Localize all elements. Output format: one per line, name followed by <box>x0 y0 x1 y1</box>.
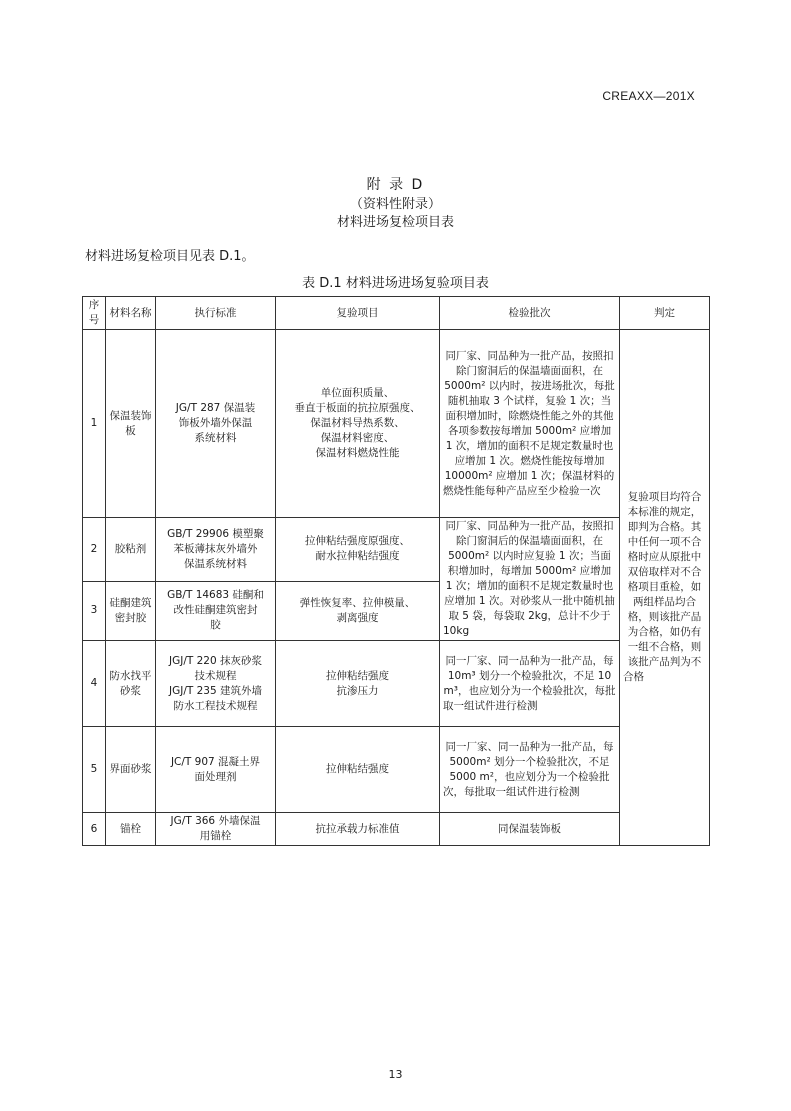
row-material: 防水找平砂浆 <box>106 641 156 727</box>
header-no: 序号 <box>83 297 106 330</box>
table-row <box>83 518 710 582</box>
row-no: 1 <box>83 330 106 518</box>
header-judgement: 判定 <box>620 297 710 330</box>
item-line: 抗拉承载力标准值 <box>315 822 400 835</box>
standard-line: GB/T 14683 硅酮和 <box>167 589 264 602</box>
standard-line: 面处理剂 <box>194 770 237 783</box>
row-material: 胶粘剂 <box>106 518 156 582</box>
item-line: 保温材料导热系数、 <box>310 417 405 429</box>
standard-line: 改性硅酮建筑密封 <box>173 604 258 617</box>
item-line: 保温材料燃烧性能 <box>315 447 400 459</box>
row-batch: 同一厂家、同一品种为一批产品，每 10m³ 划分一个检验批次，不足 10 m³，也应划分为一个检验批次，每批取一组试件进行检测 <box>440 641 620 727</box>
row-standard <box>156 581 276 640</box>
row-items <box>276 813 440 846</box>
row-items <box>276 727 440 813</box>
standard-line: JG/T 287 保温装 <box>175 402 256 414</box>
item-line: 垂直于板面的抗拉原强度、 <box>294 402 421 414</box>
table-row <box>83 813 710 846</box>
standard-line: JGJ/T 220 抹灰砂浆 <box>169 654 262 667</box>
row-material: 锚栓 <box>106 813 156 846</box>
item-line: 拉伸粘结强度 <box>326 763 389 775</box>
standard-line: 胶 <box>210 619 221 632</box>
item-line: 耐水拉伸粘结强度 <box>315 550 400 563</box>
row-batch: 同保温装饰板 <box>440 813 620 846</box>
page-number: 13 <box>388 1068 403 1081</box>
header-material: 材料名称 <box>106 297 156 330</box>
standard-line: 用锚栓 <box>199 830 232 842</box>
row-standard <box>156 641 276 727</box>
table-row <box>83 727 710 813</box>
standard-line: 保温系统材料 <box>184 557 247 570</box>
row-standard <box>156 518 276 582</box>
row-items <box>276 330 440 518</box>
table-header-row <box>83 297 710 330</box>
row-items <box>276 518 440 582</box>
header-batch: 检验批次 <box>440 297 620 330</box>
row-material: 保温装饰板 <box>106 330 156 518</box>
item-line: 保温材料密度、 <box>320 432 395 444</box>
header-items: 复验项目 <box>276 297 440 330</box>
row-batch: 同一厂家、同一品种为一批产品，每 5000m² 划分一个检验批次，不足 5000 m²，也应划分为一个检验批次，每批取一组试件进行检测 <box>440 727 620 813</box>
item-line: 拉伸粘结强度原强度、 <box>305 535 410 548</box>
standard-line: JC/T 907 混凝土界 <box>170 755 261 768</box>
intro-paragraph: 材料进场复检项目见表 D.1。 <box>85 249 255 264</box>
item-line: 单位面积质量、 <box>320 387 395 399</box>
standard-line: 苯板薄抹灰外墙外 <box>173 542 258 555</box>
row-no: 5 <box>83 727 106 813</box>
row-standard <box>156 727 276 813</box>
row-batch: 同厂家、同品种为一批产品，按照扣除门窗洞后的保温墙面面积，在 5000m² 以内时应复验 1 次；当面积增加时，每增加 5000m² 应增加 1 次；增加的面积不足规定数量时也应增加 1 次。对砂浆从一批中随机抽取 5 袋，每袋取 2kg，总计不少于 10kg <box>440 518 620 641</box>
standard-line: JG/T 366 外墙保温 <box>170 815 261 827</box>
row-no: 6 <box>83 813 106 846</box>
inspection-table <box>82 296 710 846</box>
row-items <box>276 581 440 640</box>
row-no: 2 <box>83 518 106 582</box>
item-line: 剥离强度 <box>336 611 379 624</box>
standard-line: 防水工程技术规程 <box>173 699 258 712</box>
standard-line: 饰板外墙外保温 <box>178 417 253 429</box>
standard-line: JGJ/T 235 建筑外墙 <box>169 684 262 697</box>
appendix-title: 附 录 D <box>366 177 425 193</box>
item-line: 弹性恢复率、拉伸模量、 <box>299 596 416 609</box>
item-line: 拉伸粘结强度 <box>326 669 389 682</box>
table-row <box>83 641 710 727</box>
standard-line: 系统材料 <box>194 432 237 444</box>
table-row <box>83 330 710 518</box>
header-standard: 执行标准 <box>156 297 276 330</box>
row-standard <box>156 813 276 846</box>
row-standard <box>156 330 276 518</box>
table-caption: 表 D.1 材料进场进场复验项目表 <box>302 276 489 291</box>
judgement-cell: 复验项目均符合本标准的规定，即判为合格。其中任何一项不合格时应从原批中双倍取样对不合格项目重检，如两组样品均合格，则该批产品为合格，如仍有一组不合格，则该批产品判为不合格 <box>620 330 710 846</box>
row-no: 4 <box>83 641 106 727</box>
row-material: 硅酮建筑密封胶 <box>106 581 156 640</box>
row-items <box>276 641 440 727</box>
item-line: 抗渗压力 <box>336 684 379 697</box>
row-material: 界面砂浆 <box>106 727 156 813</box>
document-code: CREAXX—201X <box>602 89 695 103</box>
appendix-name: 材料进场复检项目表 <box>336 215 454 230</box>
row-batch: 同厂家、同品种为一批产品，按照扣除门窗洞后的保温墙面面积，在 5000m² 以内时，按进场批次，每批随机抽取 3 个试样，复验 1 次；当面积增加时，除燃烧性能之外的其他各项参数按每增加 5000m² 应增加 1 次，增加的面积不足规定数量时也应增加 1 次。燃烧性能按每增加 10000m² 应增加 1 次；保温材料的燃烧性能每种产品应至少检验一次 <box>440 330 620 518</box>
standard-line: 技术规程 <box>194 669 237 682</box>
standard-line: GB/T 29906 模塑聚 <box>167 527 264 540</box>
appendix-subtitle: （资料性附录） <box>349 197 441 212</box>
row-no: 3 <box>83 581 106 640</box>
